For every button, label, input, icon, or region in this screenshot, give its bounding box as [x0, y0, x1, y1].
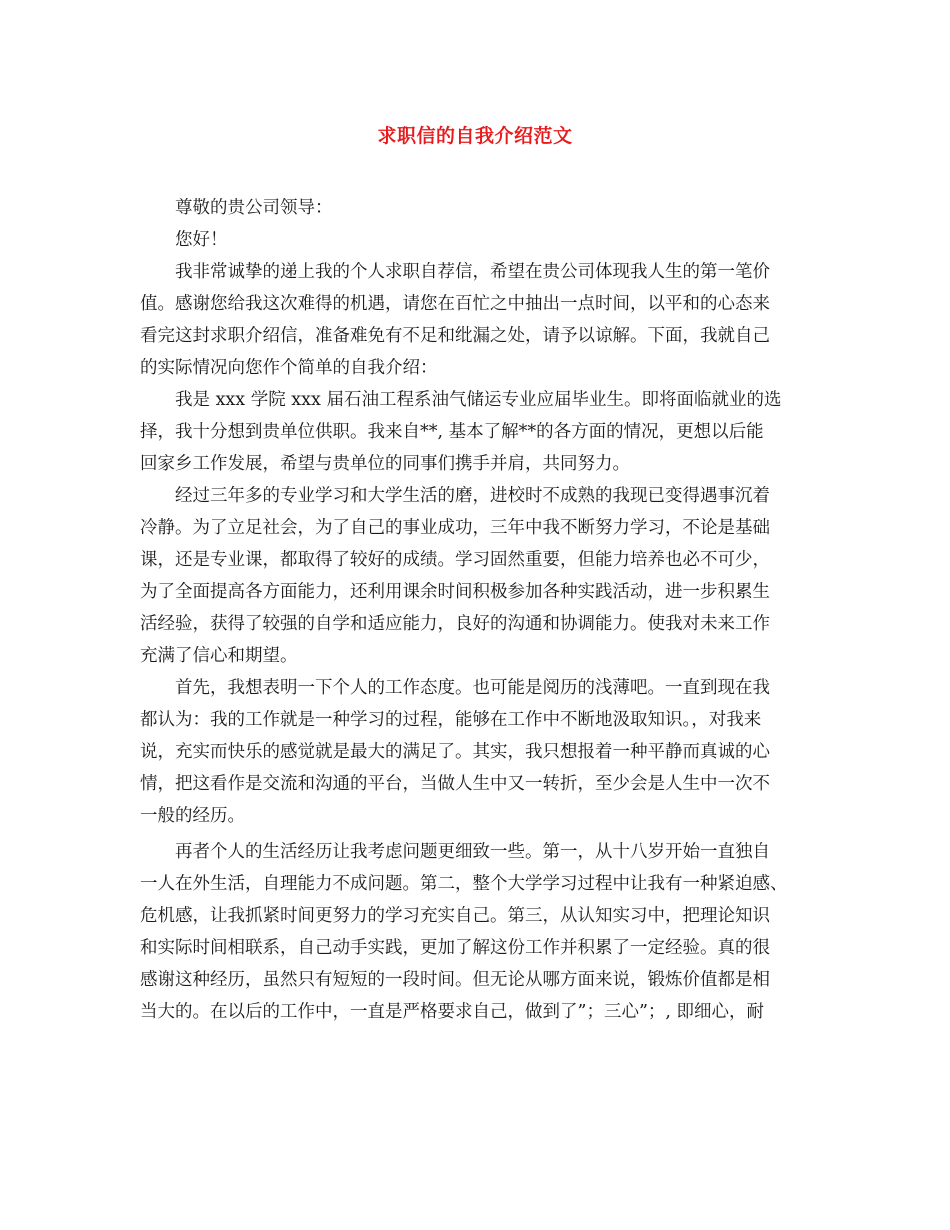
paragraph-line: 我非常诚挚的递上我的个人求职自荐信，希望在贵公司体现我人生的第一笔价 [175, 262, 770, 282]
document-title: 求职信的自我介绍范文 [377, 125, 573, 147]
paragraph-line: 我是 xxx 学院 xxx 届石油工程系油气储运专业应届毕业生。即将面临就业的选 [175, 390, 782, 410]
paragraph-line: 的实际情况向您作个简单的自我介绍： [140, 358, 438, 378]
paragraph-line: 一般的经历。 [140, 806, 245, 826]
greeting: 您好！ [175, 230, 228, 250]
paragraph-line: 为了全面提高各方面能力，还利用课余时间积极参加各种实践活动，进一步积累生 [140, 582, 770, 602]
paragraph-line: 充满了信心和期望。 [140, 646, 298, 666]
paragraph-line: 感谢这种经历，虽然只有短短的一段时间。但无论从哪方面来说，锻炼价值都是相 [140, 970, 770, 990]
letter-body [140, 192, 812, 1028]
paragraph-line: 说，充实而快乐的感觉就是最大的满足了。其实，我只想报着一种平静而真诚的心 [140, 742, 770, 762]
paragraph-line: 值。感谢您给我这次难得的机遇，请您在百忙之中抽出一点时间，以平和的心态来 [140, 294, 770, 314]
paragraph-line: 再者个人的生活经历让我考虑问题更细致一些。第一，从十八岁开始一直独自 [175, 842, 770, 862]
paragraph-line: 首先，我想表明一下个人的工作态度。也可能是阅历的浅薄吧。一直到现在我 [175, 678, 770, 698]
paragraph-line: 当大的。在以后的工作中，一直是严格要求自己，做到了”；三心”；, 即细心，耐 [140, 1002, 765, 1022]
paragraph-line: 一人在外生活，自理能力不成问题。第二，整个大学学习过程中让我有一种紧迫感、 [140, 874, 788, 894]
paragraph-line: 冷静。为了立足社会，为了自己的事业成功，三年中我不断努力学习，不论是基础 [140, 518, 770, 538]
paragraph-line: 都认为：我的工作就是一种学习的过程，能够在工作中不断地汲取知识。，对我来 [140, 710, 762, 730]
paragraph-line: 活经验，获得了较强的自学和适应能力，良好的沟通和协调能力。使我对未来工作 [140, 614, 770, 634]
paragraph-line: 经过三年多的专业学习和大学生活的磨，进校时不成熟的我现已变得遇事沉着 [175, 486, 770, 506]
paragraph-line: 择，我十分想到贵单位供职。我来自**, 基本了解**的各方面的情况，更想以后能 [140, 422, 764, 442]
paragraph-line: 危机感，让我抓紧时间更努力的学习充实自己。第三，从认知实习中，把理论知识 [140, 906, 770, 926]
paragraph-line: 看完这封求职介绍信，准备难免有不足和纰漏之处，请予以谅解。下面，我就自己 [140, 326, 770, 346]
paragraph-line: 情，把这看作是交流和沟通的平台，当做人生中又一转折，至少会是人生中一次不 [140, 774, 770, 794]
paragraph-line: 回家乡工作发展，希望与贵单位的同事们携手并肩，共同努力。 [140, 454, 630, 474]
salutation: 尊敬的贵公司领导： [175, 198, 333, 218]
paragraph-line: 课，还是专业课，都取得了较好的成绩。学习固然重要，但能力培养也必不可少， [140, 550, 770, 570]
paragraph-line: 和实际时间相联系，自己动手实践，更加了解这份工作并积累了一定经验。真的很 [140, 938, 770, 958]
